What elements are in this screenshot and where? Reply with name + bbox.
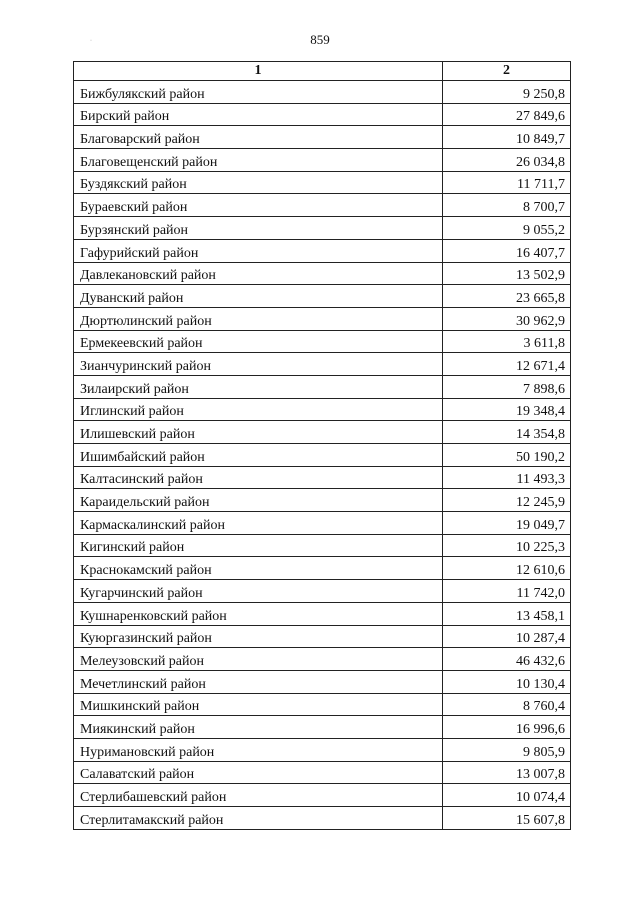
district-value: 13 007,8 <box>443 761 571 784</box>
district-value: 14 354,8 <box>443 421 571 444</box>
table-row <box>74 761 571 784</box>
district-name: Калтасинский район <box>74 466 443 489</box>
table-body <box>74 81 571 830</box>
district-value: 23 665,8 <box>443 285 571 308</box>
district-name: Бижбулякский район <box>74 81 443 104</box>
district-value: 9 250,8 <box>443 81 571 104</box>
table-row <box>74 398 571 421</box>
district-value: 11 711,7 <box>443 171 571 194</box>
district-name: Нуримановский район <box>74 738 443 761</box>
district-name: Кушнаренковский район <box>74 602 443 625</box>
district-name: Куюргазинский район <box>74 625 443 648</box>
table-row <box>74 670 571 693</box>
district-name: Караидельский район <box>74 489 443 512</box>
district-value: 46 432,6 <box>443 648 571 671</box>
table-row <box>74 625 571 648</box>
district-value: 13 502,9 <box>443 262 571 285</box>
district-value: 10 225,3 <box>443 534 571 557</box>
header-row <box>74 62 571 81</box>
table-row <box>74 489 571 512</box>
district-value: 8 700,7 <box>443 194 571 217</box>
table-row <box>74 648 571 671</box>
table-row <box>74 444 571 467</box>
table-row <box>74 466 571 489</box>
table-row <box>74 330 571 353</box>
district-value: 12 610,6 <box>443 557 571 580</box>
district-value: 15 607,8 <box>443 807 571 830</box>
district-name: Гафурийский район <box>74 239 443 262</box>
table-row <box>74 353 571 376</box>
district-value: 7 898,6 <box>443 375 571 398</box>
district-name: Иглинский район <box>74 398 443 421</box>
table-row <box>74 557 571 580</box>
district-value: 26 034,8 <box>443 149 571 172</box>
district-name: Давлекановский район <box>74 262 443 285</box>
district-value: 19 049,7 <box>443 512 571 535</box>
district-name: Салаватский район <box>74 761 443 784</box>
district-name: Бурзянский район <box>74 217 443 240</box>
district-name: Буздякский район <box>74 171 443 194</box>
district-name: Краснокамский район <box>74 557 443 580</box>
column-header-2: 2 <box>443 62 571 81</box>
district-value: 10 287,4 <box>443 625 571 648</box>
table-row <box>74 512 571 535</box>
table-row <box>74 262 571 285</box>
table-row <box>74 307 571 330</box>
district-value: 10 074,4 <box>443 784 571 807</box>
district-name: Зилаирский район <box>74 375 443 398</box>
table-row <box>74 784 571 807</box>
table-row <box>74 375 571 398</box>
district-value: 10 130,4 <box>443 670 571 693</box>
district-value: 27 849,6 <box>443 103 571 126</box>
district-name: Зианчуринский район <box>74 353 443 376</box>
district-value: 13 458,1 <box>443 602 571 625</box>
district-name: Кигинский район <box>74 534 443 557</box>
district-name: Миякинский район <box>74 716 443 739</box>
district-name: Кармаскалинский район <box>74 512 443 535</box>
district-name: Стерлибашевский район <box>74 784 443 807</box>
table-row <box>74 580 571 603</box>
district-name: Благоварский район <box>74 126 443 149</box>
district-name: Бураевский район <box>74 194 443 217</box>
page-mark: · <box>90 38 92 44</box>
district-name: Илишевский район <box>74 421 443 444</box>
table-row <box>74 149 571 172</box>
table-row <box>74 239 571 262</box>
district-value: 12 671,4 <box>443 353 571 376</box>
table-row <box>74 602 571 625</box>
table-row <box>74 421 571 444</box>
district-value: 10 849,7 <box>443 126 571 149</box>
district-value: 8 760,4 <box>443 693 571 716</box>
table-row <box>74 217 571 240</box>
table-row <box>74 285 571 308</box>
district-name: Ермекеевский район <box>74 330 443 353</box>
table-row <box>74 716 571 739</box>
district-value: 50 190,2 <box>443 444 571 467</box>
district-value: 12 245,9 <box>443 489 571 512</box>
table-row <box>74 807 571 830</box>
table-row <box>74 738 571 761</box>
district-value: 16 996,6 <box>443 716 571 739</box>
district-name: Благовещенский район <box>74 149 443 172</box>
district-name: Ишимбайский район <box>74 444 443 467</box>
district-value: 30 962,9 <box>443 307 571 330</box>
district-value: 19 348,4 <box>443 398 571 421</box>
page-number: 859 <box>310 32 330 47</box>
table-row <box>74 171 571 194</box>
district-value: 9 055,2 <box>443 217 571 240</box>
table-row <box>74 534 571 557</box>
district-value: 11 493,3 <box>443 466 571 489</box>
table-row <box>74 81 571 104</box>
district-name: Мелеузовский район <box>74 648 443 671</box>
table-row <box>74 126 571 149</box>
table-row <box>74 194 571 217</box>
district-name: Дюртюлинский район <box>74 307 443 330</box>
table-row <box>74 693 571 716</box>
data-table <box>73 61 571 830</box>
district-name: Мечетлинский район <box>74 670 443 693</box>
column-header-1: 1 <box>74 62 443 81</box>
district-value: 11 742,0 <box>443 580 571 603</box>
district-value: 16 407,7 <box>443 239 571 262</box>
district-name: Кугарчинский район <box>74 580 443 603</box>
district-name: Стерлитамакский район <box>74 807 443 830</box>
district-value: 3 611,8 <box>443 330 571 353</box>
district-name: Мишкинский район <box>74 693 443 716</box>
district-name: Дуванский район <box>74 285 443 308</box>
district-name: Бирский район <box>74 103 443 126</box>
district-value: 9 805,9 <box>443 738 571 761</box>
table-row <box>74 103 571 126</box>
